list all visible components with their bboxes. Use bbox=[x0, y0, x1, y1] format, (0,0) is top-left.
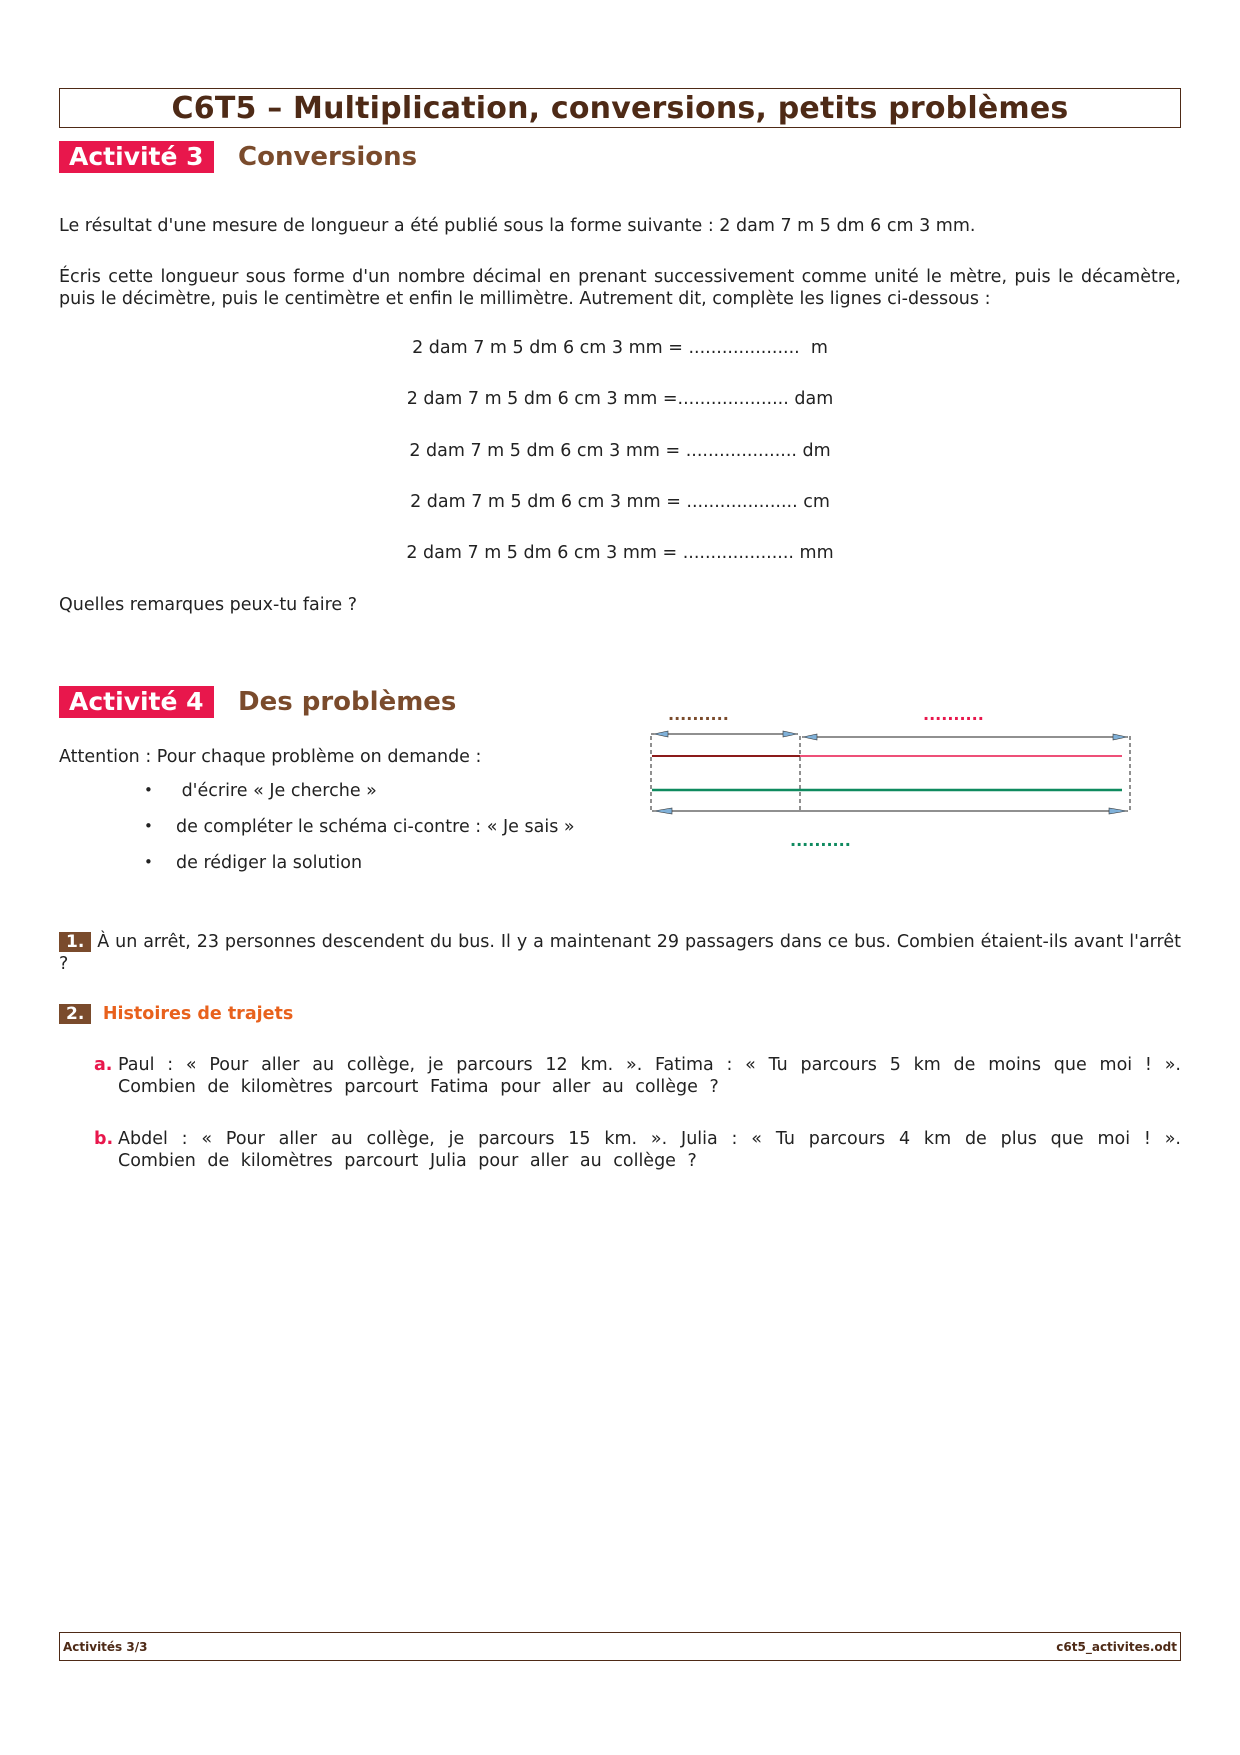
equation-m: 2 dam 7 m 5 dm 6 cm 3 mm = .................... m bbox=[412, 338, 828, 358]
schema-dots-right: .......... bbox=[923, 705, 984, 724]
item-b-text: Abdel : « Pour aller au collège, je parcours 15 km. ». Julia : « Tu parcours 4 km de plus que moi ! ». Combien de kilomètres parcourt Julia pour aller au collège ? bbox=[118, 1129, 1181, 1171]
letter-b: b. bbox=[94, 1129, 114, 1149]
bullet-text: de compléter le schéma ci-contre : « Je sais » bbox=[176, 817, 575, 837]
problem-1-text: À un arrêt, 23 personnes descendent du bus. Il y a maintenant 29 passagers dans ce bus. Combien étaient-ils avant l'arrêt ? bbox=[59, 932, 1181, 974]
letter-a: a. bbox=[94, 1055, 113, 1075]
bullet-item bbox=[144, 816, 153, 835]
schema-arrowhead bbox=[783, 731, 797, 737]
activity-3-instruction: Écris cette longueur sous forme d'un nombre décimal en prenant successivement comme unité le mètre, puis le décamètre, puis le décimètre, puis le centimètre et enfin le millimètre. Autrement dit, complète les lignes ci-dessous : bbox=[59, 267, 1181, 309]
schema-dots-left: .......... bbox=[668, 705, 729, 724]
schema-arrowhead bbox=[803, 734, 817, 740]
bullet-symbol: • bbox=[144, 817, 153, 835]
activity-3-question: Quelles remarques peux-tu faire ? bbox=[59, 595, 358, 615]
footer-left: Activités 3/3 bbox=[63, 1639, 148, 1654]
schema-arrowhead bbox=[654, 808, 672, 814]
problem-2-title: Histoires de trajets bbox=[102, 1004, 294, 1024]
equation-dam: 2 dam 7 m 5 dm 6 cm 3 mm =.................... dam bbox=[406, 389, 834, 409]
item-a-text: Paul : « Pour aller au collège, je parcours 12 km. ». Fatima : « Tu parcours 5 km de moins que moi ! ». Combien de kilomètres parcourt Fatima pour aller au collège ? bbox=[118, 1055, 1181, 1097]
activity-4-label: Activité 4 bbox=[59, 686, 214, 718]
bullet-symbol: • bbox=[144, 853, 153, 871]
schema-dots-bottom: .......... bbox=[790, 831, 851, 850]
bullet-text: de rédiger la solution bbox=[176, 853, 363, 873]
schema-arrowhead bbox=[1109, 808, 1127, 814]
activity-3-label: Activité 3 bbox=[59, 141, 214, 173]
bullet-item bbox=[144, 780, 153, 799]
problem-1-number: 1. bbox=[59, 932, 91, 952]
schema-arrowhead bbox=[1113, 734, 1127, 740]
schema-arrowhead bbox=[654, 731, 668, 737]
equation-cm: 2 dam 7 m 5 dm 6 cm 3 mm = .................... cm bbox=[410, 492, 830, 512]
page-title: C6T5 – Multiplication, conversions, petits problèmes bbox=[59, 88, 1181, 128]
problem-1 bbox=[59, 931, 1181, 975]
schema-diagram bbox=[640, 700, 1140, 860]
problem-2-heading bbox=[59, 1003, 293, 1025]
activity-4-title: Des problèmes bbox=[238, 687, 457, 717]
footer bbox=[59, 1632, 1181, 1661]
item-b-letter bbox=[94, 1128, 113, 1150]
bullet-text: d'écrire « Je cherche » bbox=[176, 781, 377, 801]
bullet-item bbox=[144, 852, 153, 871]
bullet-symbol: • bbox=[144, 781, 153, 799]
problem-2-number: 2. bbox=[59, 1004, 91, 1024]
activity-3-intro: Le résultat d'une mesure de longueur a été publié sous la forme suivante : 2 dam 7 m 5 dm 6 cm 3 mm. bbox=[59, 216, 976, 236]
footer-right: c6t5_activites.odt bbox=[1056, 1639, 1177, 1654]
item-a-letter bbox=[94, 1054, 112, 1076]
attention-text: Attention : Pour chaque problème on demande : bbox=[59, 747, 482, 767]
equation-dm: 2 dam 7 m 5 dm 6 cm 3 mm = .................... dm bbox=[409, 441, 831, 461]
equation-mm: 2 dam 7 m 5 dm 6 cm 3 mm = .................... mm bbox=[406, 543, 834, 563]
activity-3-title: Conversions bbox=[238, 142, 418, 172]
